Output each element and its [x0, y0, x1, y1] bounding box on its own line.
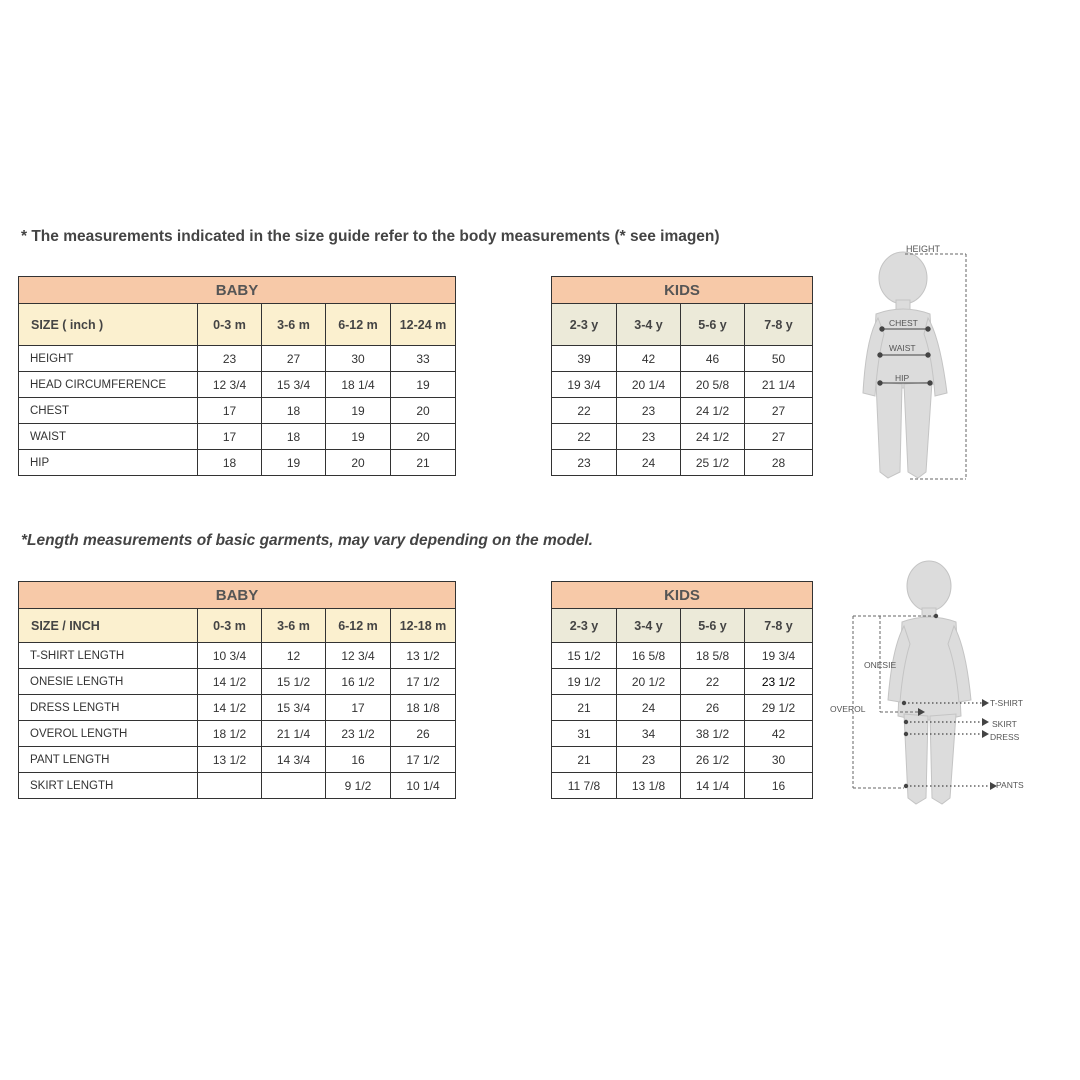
- table-cell: 15 1/2: [552, 643, 617, 669]
- table-cell: 24 1/2: [681, 424, 745, 450]
- table-row: [552, 398, 813, 424]
- table-row: [19, 398, 456, 424]
- table-cell: 19 3/4: [552, 372, 617, 398]
- tshirt-label: T-SHIRT: [990, 698, 1023, 708]
- table-cell: 19: [326, 398, 391, 424]
- kids-group-header: KIDS: [552, 582, 813, 609]
- table-cell: 13 1/2: [198, 747, 262, 773]
- body-measurement-figure: [850, 238, 980, 488]
- table-cell: 18 1/8: [391, 695, 456, 721]
- size-column-header: 3-4 y: [617, 609, 681, 643]
- kids-group-header: KIDS: [552, 277, 813, 304]
- table-cell: 16: [326, 747, 391, 773]
- size-column-header: 12-24 m: [391, 304, 456, 346]
- size-column-header: 0-3 m: [198, 304, 262, 346]
- child-right-leg-shape: [904, 382, 932, 478]
- table-cell: 21: [552, 747, 617, 773]
- table-cell: 14 1/2: [198, 695, 262, 721]
- table-cell: 18 1/4: [326, 372, 391, 398]
- row-label: HEAD CIRCUMFERENCE: [19, 372, 198, 398]
- table-row: [552, 747, 813, 773]
- row-label: WAIST: [19, 424, 198, 450]
- table-cell: 23: [617, 424, 681, 450]
- body-kids-table: [551, 276, 813, 476]
- body-measurements-note: * The measurements indicated in the size guide refer to the body measurements (* see imagen): [21, 228, 720, 245]
- hip-label: HIP: [895, 373, 910, 383]
- table-cell: [198, 773, 262, 799]
- table-row: [19, 669, 456, 695]
- table-cell: 38 1/2: [681, 721, 745, 747]
- table-row: [19, 721, 456, 747]
- table-cell: 18 5/8: [681, 643, 745, 669]
- row-label: CHEST: [19, 398, 198, 424]
- table-cell: 26: [391, 721, 456, 747]
- size-column-header: 5-6 y: [681, 609, 745, 643]
- skirt-label: SKIRT: [992, 719, 1017, 729]
- table-cell: 23: [617, 747, 681, 773]
- table-cell: 24: [617, 450, 681, 476]
- table-cell: 12 3/4: [198, 372, 262, 398]
- table-cell: 18: [198, 450, 262, 476]
- table-cell: 39: [552, 346, 617, 372]
- table-row: [19, 747, 456, 773]
- table-row: [19, 695, 456, 721]
- table-cell: 20: [326, 450, 391, 476]
- table-row: [19, 372, 456, 398]
- table-row: [552, 450, 813, 476]
- table-cell: 15 1/2: [262, 669, 326, 695]
- table-cell: 23: [617, 398, 681, 424]
- row-label: OVEROL LENGTH: [19, 721, 198, 747]
- table-cell: 28: [745, 450, 813, 476]
- table-cell: 34: [617, 721, 681, 747]
- table-cell: 42: [617, 346, 681, 372]
- table-row: [552, 721, 813, 747]
- table-cell: 20 5/8: [681, 372, 745, 398]
- size-column-header: 6-12 m: [326, 304, 391, 346]
- garment-length-figure: [826, 558, 1036, 814]
- table-row: [19, 643, 456, 669]
- table-cell: 26 1/2: [681, 747, 745, 773]
- size-column-header: 5-6 y: [681, 304, 745, 346]
- length-baby-table: [18, 581, 456, 799]
- table-cell: 22: [552, 398, 617, 424]
- size-column-header: 2-3 y: [552, 609, 617, 643]
- child-head-shape: [879, 252, 927, 304]
- dress-label: DRESS: [990, 732, 1020, 742]
- table-cell: 18 1/2: [198, 721, 262, 747]
- table-cell: 26: [681, 695, 745, 721]
- table-cell: 17 1/2: [391, 747, 456, 773]
- row-label: T-SHIRT LENGTH: [19, 643, 198, 669]
- table-cell: 15 3/4: [262, 372, 326, 398]
- table-cell: 14 1/4: [681, 773, 745, 799]
- table-row: [552, 695, 813, 721]
- table-cell: 30: [745, 747, 813, 773]
- table-cell: 16 5/8: [617, 643, 681, 669]
- table-cell: 20 1/4: [617, 372, 681, 398]
- table-cell: 20 1/2: [617, 669, 681, 695]
- overol-label: OVEROL: [830, 704, 866, 714]
- table-cell: [262, 773, 326, 799]
- table-row: [552, 669, 813, 695]
- baby-group-header: BABY: [19, 582, 456, 609]
- onesie-label: ONESIE: [864, 660, 897, 670]
- table-cell: 16 1/2: [326, 669, 391, 695]
- table-cell: 17: [198, 424, 262, 450]
- table-cell: 10 3/4: [198, 643, 262, 669]
- baby-group-header: BABY: [19, 277, 456, 304]
- size-column-header: 2-3 y: [552, 304, 617, 346]
- table-cell: 11 7/8: [552, 773, 617, 799]
- waist-label: WAIST: [889, 343, 916, 353]
- table-cell: 20: [391, 424, 456, 450]
- table-cell: 19: [326, 424, 391, 450]
- table-cell: 23 1/2: [745, 669, 813, 695]
- table-cell: 12 3/4: [326, 643, 391, 669]
- row-label: DRESS LENGTH: [19, 695, 198, 721]
- table-row: [552, 372, 813, 398]
- table-row: [19, 346, 456, 372]
- row-label: HEIGHT: [19, 346, 198, 372]
- table-cell: 19: [391, 372, 456, 398]
- table-cell: 21: [391, 450, 456, 476]
- table-cell: 33: [391, 346, 456, 372]
- size-column-header: 12-18 m: [391, 609, 456, 643]
- row-label: HIP: [19, 450, 198, 476]
- table-row: [19, 773, 456, 799]
- table-cell: 22: [552, 424, 617, 450]
- size-column-header: 3-6 m: [262, 304, 326, 346]
- size-column-header: 3-4 y: [617, 304, 681, 346]
- table-cell: 31: [552, 721, 617, 747]
- table-cell: 21 1/4: [262, 721, 326, 747]
- size-column-header: 0-3 m: [198, 609, 262, 643]
- table-cell: 14 1/2: [198, 669, 262, 695]
- table-cell: 18: [262, 424, 326, 450]
- table-cell: 46: [681, 346, 745, 372]
- length-measurements-note: *Length measurements of basic garments, may vary depending on the model.: [21, 532, 593, 549]
- size-column-header: 7-8 y: [745, 609, 813, 643]
- table-cell: 23: [198, 346, 262, 372]
- child-left-leg-shape: [904, 714, 928, 804]
- size-header: SIZE / INCH: [19, 609, 198, 643]
- table-cell: 25 1/2: [681, 450, 745, 476]
- table-cell: 13 1/8: [617, 773, 681, 799]
- length-kids-table: [551, 581, 813, 799]
- size-header: SIZE ( inch ): [19, 304, 198, 346]
- table-cell: 29 1/2: [745, 695, 813, 721]
- table-cell: 24: [617, 695, 681, 721]
- row-label: PANT LENGTH: [19, 747, 198, 773]
- table-row: [19, 450, 456, 476]
- table-cell: 27: [745, 424, 813, 450]
- table-cell: 15 3/4: [262, 695, 326, 721]
- table-cell: 50: [745, 346, 813, 372]
- pants-label: PANTS: [996, 780, 1024, 790]
- table-cell: 14 3/4: [262, 747, 326, 773]
- table-cell: 19 3/4: [745, 643, 813, 669]
- table-cell: 22: [681, 669, 745, 695]
- table-cell: 10 1/4: [391, 773, 456, 799]
- body-baby-table: [18, 276, 456, 476]
- table-cell: 19: [262, 450, 326, 476]
- table-cell: 12: [262, 643, 326, 669]
- table-cell: 17: [326, 695, 391, 721]
- table-row: [552, 424, 813, 450]
- table-cell: 23 1/2: [326, 721, 391, 747]
- table-cell: 20: [391, 398, 456, 424]
- size-column-header: 3-6 m: [262, 609, 326, 643]
- table-cell: 17: [198, 398, 262, 424]
- size-column-header: 7-8 y: [745, 304, 813, 346]
- table-cell: 19 1/2: [552, 669, 617, 695]
- table-cell: 21: [552, 695, 617, 721]
- table-cell: 9 1/2: [326, 773, 391, 799]
- table-cell: 24 1/2: [681, 398, 745, 424]
- table-cell: 27: [262, 346, 326, 372]
- chest-label: CHEST: [889, 318, 918, 328]
- table-cell: 27: [745, 398, 813, 424]
- table-cell: 30: [326, 346, 391, 372]
- row-label: ONESIE LENGTH: [19, 669, 198, 695]
- row-label: SKIRT LENGTH: [19, 773, 198, 799]
- table-cell: 21 1/4: [745, 372, 813, 398]
- table-cell: 17 1/2: [391, 669, 456, 695]
- table-row: [552, 643, 813, 669]
- size-column-header: 6-12 m: [326, 609, 391, 643]
- child-head-shape: [907, 561, 951, 611]
- table-cell: 13 1/2: [391, 643, 456, 669]
- height-label: HEIGHT: [906, 244, 941, 254]
- table-cell: 23: [552, 450, 617, 476]
- table-row: [552, 773, 813, 799]
- child-left-leg-shape: [876, 382, 902, 478]
- table-cell: 18: [262, 398, 326, 424]
- table-cell: 42: [745, 721, 813, 747]
- table-cell: 16: [745, 773, 813, 799]
- table-row: [552, 346, 813, 372]
- table-row: [19, 424, 456, 450]
- child-right-leg-shape: [930, 714, 956, 804]
